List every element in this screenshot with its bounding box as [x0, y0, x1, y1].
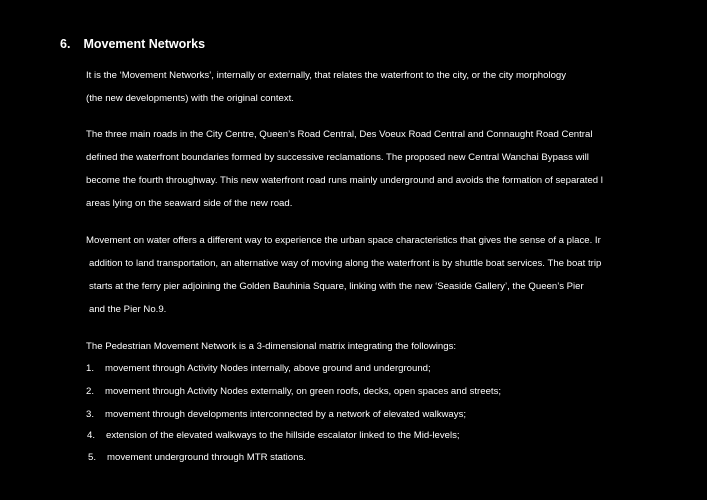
list-item-text: movement through Activity Nodes externally, on green roofs, decks, open spaces and streets; — [105, 386, 502, 397]
list-item-text: movement through Activity Nodes internally, above ground and underground; — [105, 363, 431, 374]
paragraph-2-line-1: The three main roads in the City Centre, Queen’s Road Central, Des Voeux Road Central and Connaught Road Central — [86, 129, 593, 140]
paragraph-1-line-2: (the new developments) with the original context. — [86, 93, 294, 104]
list-item-number: 1. — [86, 363, 95, 374]
paragraph-2-line-4: areas lying on the seaward side of the new road. — [86, 198, 293, 209]
list-item-number: 2. — [86, 386, 95, 397]
list-item-text: movement through developments interconnected by a network of elevated walkways; — [105, 409, 467, 420]
list-item-number: 4. — [87, 430, 96, 441]
paragraph-2-line-2: defined the waterfront boundaries formed by successive reclamations. The proposed new Central Wanchai Bypass will — [86, 152, 589, 163]
list-item-number: 5. — [88, 452, 97, 463]
section-title: Movement Networks — [83, 37, 206, 51]
list-item-text: movement underground through MTR stations. — [107, 452, 306, 463]
paragraph-1-line-1: It is the ‘Movement Networks’, internally or externally, that relates the waterfront to the city, or the city morphology — [86, 70, 567, 81]
section-number: 6. — [60, 37, 71, 51]
paragraph-4-line-1: The Pedestrian Movement Network is a 3-dimensional matrix integrating the followings: — [86, 341, 457, 352]
paragraph-2-line-3: become the fourth throughway. This new waterfront road runs mainly underground and avoids the formation of separated l — [86, 175, 603, 186]
paragraph-3-line-3: starts at the ferry pier adjoining the Golden Bauhinia Square, linking with the new ‘Seaside Gallery’, the Queen’s Pier — [89, 281, 584, 292]
list-item-number: 3. — [86, 409, 95, 420]
paragraph-3-line-1: Movement on water offers a different way to experience the urban space characteristics that gives the sense of a place. Ir — [86, 235, 601, 246]
paragraph-3-line-2: addition to land transportation, an alternative way of moving along the waterfront is by shuttle boat services. The boat trip — [89, 258, 602, 269]
paragraph-3-line-4: and the Pier No.9. — [89, 304, 167, 315]
section-heading — [60, 37, 205, 51]
list-item-text: extension of the elevated walkways to the hillside escalator linked to the Mid-levels; — [106, 430, 460, 441]
